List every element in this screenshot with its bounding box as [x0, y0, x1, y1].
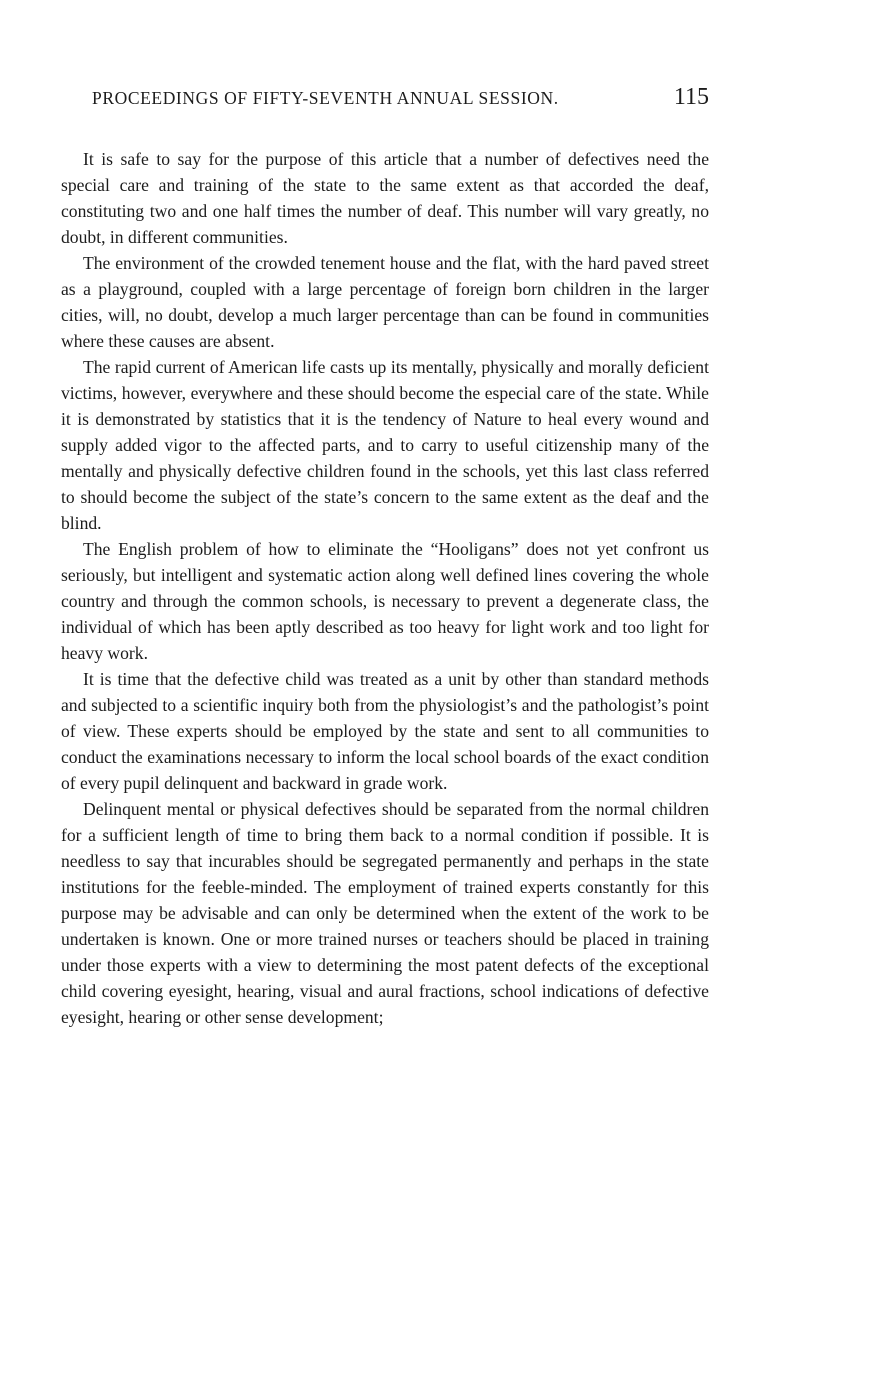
page-number: 115: [673, 84, 709, 110]
paragraph-5: It is time that the defective child was treated as a unit by other than standard methods and subjected to a scientific inquiry both from the physiologist’s and the pathologist’s point of view. These experts should be employed by the state and sent to all communities to conduct the examinations necessary to inform the local school boards of the exact condition of every pupil delinquent and backward in grade work.: [61, 669, 709, 793]
book-page: [61, 84, 709, 1030]
running-head-title: PROCEEDINGS OF FIFTY-SEVENTH ANNUAL SESSION.: [92, 88, 559, 108]
paragraph-1: It is safe to say for the purpose of this article that a number of defectives need the special care and training of the state to the same extent as that accorded the deaf, constituting two and one half times the number of deaf. This number will vary greatly, no doubt, in different communities.: [61, 149, 709, 247]
paragraph-6: Delinquent mental or physical defectives should be separated from the normal children for a sufficient length of time to bring them back to a normal condition if possible. It is needless to say that incurables should be segregated permanently and perhaps in the state institutions for the feeble-minded. The employment of trained experts constantly for this purpose may be advisable and can only be determined when the extent of the work to be undertaken is known. One or more trained nurses or teachers should be placed in training under those experts with a view to determining the most patent defects of the exceptional child covering eyesight, hearing, visual and aural fractions, school indications of defective eyesight, hearing or other sense development;: [61, 799, 709, 1027]
running-head: [61, 84, 709, 120]
paragraph-3: The rapid current of American life casts up its mentally, physically and morally deficient victims, however, everywhere and these should become the especial care of the state. While it is demonstrated by statistics that it is the tendency of Nature to heal every wound and supply added vigor to the affected parts, and to carry to useful citizenship many of the mentally and physically defective children found in the schools, yet this last class referred to should become the subject of the state’s concern to the same extent as the deaf and the blind.: [61, 357, 709, 533]
paragraph-4: The English problem of how to eliminate the “Hooligans” does not yet confront us seriously, but intelligent and systematic action along well defined lines covering the whole country and through the common schools, is necessary to prevent a degenerate class, the individual of which has been aptly described as too heavy for light work and too light for heavy work.: [61, 539, 709, 663]
paragraph-2: The environment of the crowded tenement house and the flat, with the hard paved street as a playground, coupled with a large percentage of foreign born children in the larger cities, will, no doubt, develop a much larger percentage than can be found in communities where these causes are absent.: [61, 253, 709, 351]
article-body: [61, 146, 709, 1030]
